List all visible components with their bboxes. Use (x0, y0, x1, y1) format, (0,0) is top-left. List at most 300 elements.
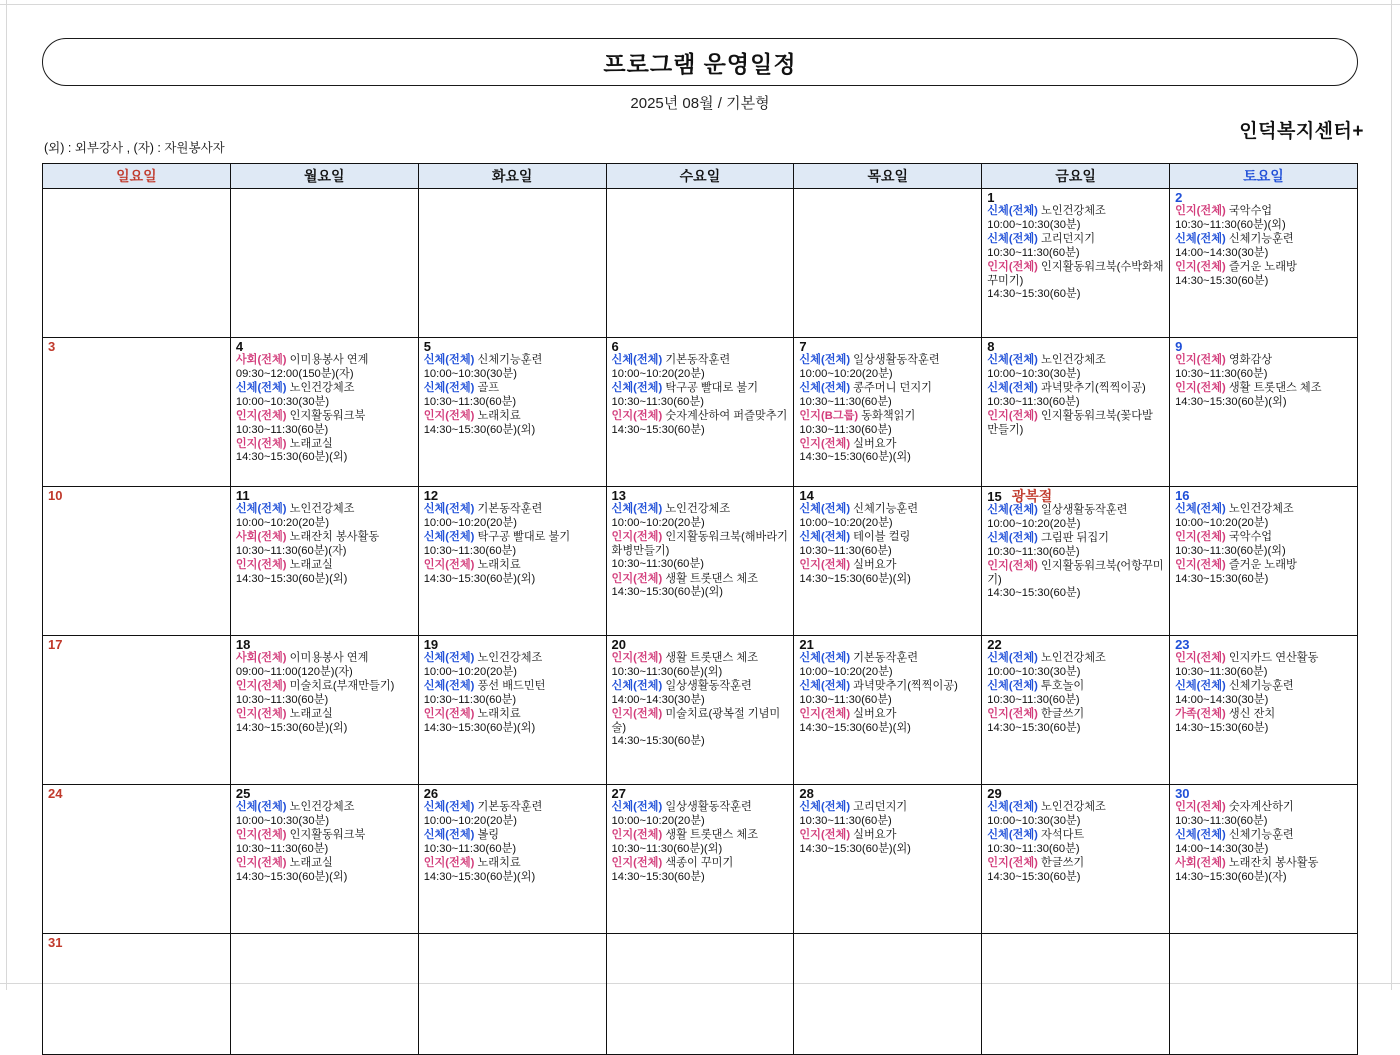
event-time: 10:00~10:20(20분) (423, 665, 517, 678)
event-title: 노인건강체조 (474, 652, 543, 665)
event-title: 과녁맞추기(찍찍이공) (1037, 382, 1146, 395)
schedule-event[interactable] (1175, 652, 1353, 679)
schedule-event[interactable] (799, 438, 977, 465)
event-time: 10:00~10:30(30분) (987, 814, 1081, 827)
event-title: 기본동작훈련 (662, 354, 731, 367)
event-category: 인지(전체) (235, 409, 287, 422)
event-title: 노인건강체조 (286, 503, 355, 516)
event-category: 인지(전체) (799, 437, 851, 450)
event-time: 10:30~11:30(60분) (611, 395, 704, 408)
schedule-event[interactable] (987, 504, 1165, 531)
calendar-day-cell[interactable] (230, 934, 418, 1055)
event-title: 이미용봉사 연계 (286, 354, 369, 367)
schedule-event[interactable] (612, 801, 790, 828)
event-category: 인지(전체) (235, 558, 287, 571)
calendar-day-cell[interactable] (43, 934, 231, 1055)
day-event-list (231, 354, 418, 467)
event-category: 인지(전체) (235, 856, 287, 869)
event-title: 노래교실 (286, 707, 333, 720)
schedule-event[interactable] (424, 382, 602, 409)
day-number: 31 (48, 935, 63, 950)
schedule-event[interactable] (987, 410, 1165, 437)
calendar-day-cell[interactable] (794, 487, 982, 636)
day-event-list (43, 191, 230, 193)
schedule-event[interactable] (612, 382, 790, 409)
day-number: 3 (48, 339, 56, 354)
schedule-event[interactable] (236, 829, 414, 856)
schedule-event[interactable] (799, 652, 977, 679)
event-time: 14:30~15:30(60분)(외) (799, 572, 911, 585)
schedule-event[interactable] (1175, 857, 1353, 884)
schedule-event[interactable] (1175, 708, 1353, 735)
day-number: 7 (799, 339, 807, 354)
day-event-list (43, 354, 230, 356)
calendar-day-cell[interactable] (43, 636, 231, 785)
event-time: 14:30~15:30(60분)(외) (423, 721, 536, 734)
event-title: 투호놀이 (1037, 680, 1085, 693)
event-title: 실버요가 (850, 707, 897, 720)
event-category: 사회(전체) (235, 354, 287, 367)
calendar-day-cell[interactable] (794, 785, 982, 934)
event-category: 인지(전체) (987, 260, 1038, 273)
schedule-event[interactable] (987, 708, 1165, 735)
schedule-event[interactable] (987, 532, 1165, 559)
event-category: 신체(전체) (235, 503, 287, 516)
event-time: 14:30~15:30(60분)(외) (235, 451, 348, 464)
schedule-event[interactable] (236, 354, 414, 381)
schedule-event[interactable] (987, 857, 1165, 884)
calendar-day-cell[interactable] (982, 785, 1170, 934)
day-number: 6 (611, 339, 619, 354)
day-number: 4 (235, 339, 244, 354)
event-title: 숫자계산하기 (1225, 801, 1294, 814)
calendar-day-cell[interactable] (794, 934, 982, 1055)
calendar-day-cell[interactable] (418, 338, 606, 487)
event-title: 생활 트롯댄스 체조 (662, 652, 759, 665)
event-time: 10:30~11:30(60분) (799, 814, 892, 827)
event-category: 인지(전체) (1175, 260, 1226, 273)
weekday-header: 화요일 (418, 164, 606, 189)
schedule-event[interactable] (236, 801, 414, 828)
calendar-day-cell[interactable] (982, 189, 1170, 338)
event-category: 신체(전체) (423, 503, 475, 516)
schedule-event[interactable] (236, 559, 414, 586)
calendar-day-cell[interactable] (606, 338, 794, 487)
event-category: 인지(전체) (423, 409, 475, 422)
event-time: 14:00~14:30(30분) (1175, 693, 1269, 706)
calendar-day-cell[interactable] (418, 785, 606, 934)
schedule-event[interactable] (424, 354, 602, 381)
calendar-day-cell[interactable] (1170, 785, 1358, 934)
calendar-day-cell[interactable] (230, 189, 418, 338)
event-category: 인지(전체) (611, 531, 663, 544)
day-number: 10 (48, 488, 63, 503)
schedule-event[interactable] (987, 652, 1165, 679)
event-title: 노래교실 (286, 437, 333, 450)
schedule-event[interactable] (236, 680, 414, 707)
day-number: 16 (1175, 488, 1190, 503)
event-time: 10:00~10:20(20분) (423, 516, 517, 529)
schedule-event[interactable] (1175, 382, 1353, 409)
event-title: 신체기능훈련 (474, 354, 543, 367)
event-time: 10:30~11:30(60분) (987, 246, 1080, 259)
event-title: 노인건강체조 (1037, 652, 1106, 665)
event-time: 10:30~11:30(60분) (423, 544, 517, 557)
day-event-list (1170, 503, 1357, 588)
schedule-event[interactable] (1175, 559, 1353, 586)
event-title: 신체기능훈련 (1225, 829, 1294, 842)
event-time: 10:30~11:30(60분) (423, 842, 517, 855)
event-time: 14:30~15:30(60분) (1175, 274, 1269, 287)
event-title: 기본동작훈련 (850, 652, 919, 665)
event-time: 10:30~11:30(60분) (235, 693, 329, 706)
event-title: 생활 트롯댄스 체조 (662, 572, 759, 585)
calendar-day-cell[interactable] (982, 338, 1170, 487)
schedule-event[interactable] (424, 680, 602, 707)
event-time: 14:00~14:30(30분) (611, 693, 705, 706)
event-category: 신체(전체) (235, 801, 287, 814)
calendar-day-cell[interactable] (418, 934, 606, 1055)
schedule-event[interactable] (612, 354, 790, 381)
event-title: 생활 트롯댄스 체조 (1225, 382, 1322, 395)
calendar-day-cell[interactable] (43, 785, 231, 934)
schedule-event[interactable] (612, 573, 790, 600)
schedule-event[interactable] (612, 652, 790, 679)
calendar-day-cell[interactable] (982, 636, 1170, 785)
event-title: 노래치료 (474, 558, 521, 571)
event-category: 신체(전체) (799, 382, 851, 395)
schedule-event[interactable] (1175, 680, 1353, 707)
event-time: 09:30~12:00(150분)(자) (235, 367, 354, 380)
event-title: 기본동작훈련 (474, 801, 543, 814)
event-category: 인지(전체) (235, 437, 287, 450)
schedule-event[interactable] (612, 680, 790, 707)
schedule-event[interactable] (612, 708, 790, 749)
schedule-event[interactable] (612, 531, 790, 572)
day-number: 28 (799, 786, 814, 801)
day-number: 8 (987, 339, 995, 354)
event-time: 10:30~11:30(60분) (235, 423, 329, 436)
event-category: 신체(전체) (987, 801, 1038, 814)
schedule-event[interactable] (987, 354, 1165, 381)
day-event-list (794, 936, 981, 938)
calendar-day-cell[interactable] (794, 189, 982, 338)
day-event-list (419, 191, 606, 193)
event-title: 볼링 (474, 829, 500, 842)
schedule-event[interactable] (987, 680, 1165, 707)
calendar-day-cell[interactable] (230, 785, 418, 934)
schedule-event[interactable] (424, 708, 602, 735)
day-event-list (1170, 354, 1357, 412)
schedule-event[interactable] (612, 829, 790, 856)
event-category: 신체(전체) (799, 531, 851, 544)
schedule-event[interactable] (799, 801, 977, 828)
schedule-event[interactable] (799, 531, 977, 558)
calendar-header-row (43, 164, 1358, 189)
schedule-event[interactable] (1175, 801, 1353, 828)
schedule-event[interactable] (612, 410, 790, 437)
event-category: 인지(전체) (1175, 801, 1226, 814)
calendar-day-cell[interactable] (230, 636, 418, 785)
day-number: 9 (1175, 339, 1183, 354)
calendar-day-cell[interactable] (982, 934, 1170, 1055)
schedule-event[interactable] (236, 652, 414, 679)
calendar-day-cell[interactable] (43, 189, 231, 338)
schedule-event[interactable] (799, 559, 977, 586)
event-title: 일상생활동작훈련 (662, 680, 752, 693)
schedule-event[interactable] (424, 652, 602, 679)
event-title: 노인건강체조 (1037, 801, 1106, 814)
day-event-list (794, 503, 981, 588)
event-time: 10:30~11:30(60분) (611, 558, 704, 571)
schedule-event[interactable] (236, 503, 414, 530)
day-number: 17 (48, 637, 63, 652)
schedule-event[interactable] (424, 801, 602, 828)
event-title: 일상생활동작훈련 (850, 354, 940, 367)
weekday-header: 금요일 (982, 164, 1170, 189)
day-event-list (1170, 205, 1357, 290)
schedule-event[interactable] (236, 410, 414, 437)
schedule-event[interactable] (612, 503, 790, 530)
schedule-event[interactable] (987, 801, 1165, 828)
event-time: 14:30~15:30(60분)(외) (1175, 395, 1287, 408)
event-category: 신체(전체) (987, 532, 1038, 545)
day-event-list (794, 652, 981, 737)
event-time: 14:30~15:30(60분)(외) (799, 451, 911, 464)
event-category: 신체(전체) (799, 801, 851, 814)
calendar-day-cell[interactable] (1170, 636, 1358, 785)
event-title: 동화책읽기 (858, 409, 916, 422)
event-title: 신체기능훈련 (1225, 233, 1294, 246)
event-title: 과녁맞추기(찍찍이공) (850, 680, 958, 693)
event-title: 노래치료 (474, 409, 521, 422)
event-title: 노래교실 (286, 856, 333, 869)
event-title: 한글쓰기 (1037, 707, 1085, 720)
calendar-day-cell[interactable] (230, 338, 418, 487)
day-number: 23 (1175, 637, 1190, 652)
schedule-event[interactable] (987, 560, 1165, 601)
schedule-event[interactable] (236, 708, 414, 735)
event-category: 사회(전체) (235, 531, 287, 544)
calendar-week-row (43, 785, 1358, 934)
schedule-event[interactable] (987, 261, 1165, 302)
schedule-event[interactable] (424, 531, 602, 558)
event-time: 10:30~11:30(60분) (799, 423, 892, 436)
schedule-event[interactable] (236, 857, 414, 884)
event-title: 일상생활동작훈련 (1037, 504, 1128, 517)
event-title: 노인건강체조 (286, 801, 355, 814)
event-category: 인지(전체) (1175, 205, 1226, 218)
event-category: 인지(전체) (987, 856, 1038, 869)
page-subtitle: 2025년 08월 / 기본형 (630, 95, 770, 112)
schedule-event[interactable] (799, 503, 977, 530)
event-title: 콩주머니 던지기 (850, 382, 932, 395)
calendar-day-cell[interactable] (606, 487, 794, 636)
event-time: 14:30~15:30(60분) (611, 735, 705, 748)
event-category: 신체(전체) (611, 354, 663, 367)
event-title: 기본동작훈련 (474, 503, 543, 516)
schedule-event[interactable] (799, 410, 977, 437)
event-category: 신체(전체) (423, 382, 475, 395)
event-title: 고리던지기 (850, 801, 908, 814)
calendar-day-cell[interactable] (230, 487, 418, 636)
event-title: 골프 (474, 382, 500, 395)
calendar-day-cell[interactable] (1170, 487, 1358, 636)
calendar-day-cell[interactable] (43, 338, 231, 487)
schedule-event[interactable] (424, 857, 602, 884)
event-time: 10:00~10:30(30분) (987, 665, 1081, 678)
day-event-list (982, 801, 1169, 886)
schedule-event[interactable] (236, 438, 414, 465)
day-number: 14 (799, 488, 814, 503)
schedule-event[interactable] (799, 382, 977, 409)
event-time: 10:00~10:20(20분) (1175, 516, 1269, 529)
schedule-event[interactable] (236, 382, 414, 409)
schedule-event[interactable] (987, 382, 1165, 409)
calendar-day-cell[interactable] (794, 636, 982, 785)
event-title: 색종이 꾸미기 (662, 856, 734, 869)
schedule-event[interactable] (987, 205, 1165, 232)
event-title: 노인건강체조 (662, 503, 731, 516)
calendar-day-cell[interactable] (418, 487, 606, 636)
event-time: 10:30~11:30(60분) (235, 842, 329, 855)
schedule-event[interactable] (1175, 261, 1353, 288)
event-time: 14:30~15:30(60분) (987, 587, 1081, 600)
schedule-event[interactable] (424, 559, 602, 586)
event-title: 미술치료(광복절 기념미술) (611, 707, 781, 734)
event-title: 국악수업 (1225, 531, 1273, 544)
event-title: 즐거운 노래방 (1225, 558, 1297, 571)
day-event-list (43, 950, 230, 952)
schedule-event[interactable] (236, 531, 414, 558)
calendar-day-cell[interactable] (1170, 189, 1358, 338)
event-category: 인지(전체) (799, 829, 851, 842)
event-category: 신체(전체) (1175, 503, 1226, 516)
event-title: 인지카드 연산활동 (1225, 652, 1319, 665)
calendar-day-cell[interactable] (606, 636, 794, 785)
event-time: 10:00~10:30(30분) (423, 367, 517, 380)
schedule-event[interactable] (987, 233, 1165, 260)
event-time: 10:30~11:30(60분)(자) (235, 544, 347, 557)
event-category: 신체(전체) (611, 382, 663, 395)
event-title: 생신 잔치 (1225, 707, 1276, 720)
event-category: 인지(전체) (235, 829, 287, 842)
day-event-list (982, 936, 1169, 938)
event-category: 신체(전체) (611, 503, 663, 516)
event-title: 신체기능훈련 (850, 503, 919, 516)
calendar-day-cell[interactable] (982, 487, 1170, 636)
calendar-day-cell[interactable] (418, 189, 606, 338)
calendar-week-row (43, 934, 1358, 1055)
calendar-day-cell[interactable] (606, 934, 794, 1055)
schedule-event[interactable] (612, 857, 790, 884)
schedule-event[interactable] (1175, 233, 1353, 260)
day-event-list (1170, 652, 1357, 737)
schedule-event[interactable] (1175, 503, 1353, 530)
day-number: 11 (235, 488, 250, 503)
schedule-event[interactable] (1175, 354, 1353, 381)
calendar-day-cell[interactable] (1170, 934, 1358, 1055)
schedule-event[interactable] (1175, 829, 1353, 856)
day-event-list (43, 503, 230, 505)
event-title: 노래치료 (474, 856, 521, 869)
event-category: 인지(전체) (1175, 558, 1226, 571)
event-time: 10:00~10:30(30분) (235, 395, 330, 408)
day-event-list (982, 504, 1169, 603)
event-category: 신체(전체) (611, 680, 663, 693)
page-title: 프로그램 운영일정 (603, 50, 797, 77)
schedule-event[interactable] (799, 680, 977, 707)
event-time: 14:30~15:30(60분) (611, 870, 705, 883)
event-category: 인지(전체) (987, 707, 1038, 720)
event-time: 10:30~11:30(60분) (423, 693, 517, 706)
weekday-header: 일요일 (43, 164, 231, 189)
calendar-day-cell[interactable] (606, 189, 794, 338)
day-event-list (607, 503, 794, 602)
event-category: 인지(전체) (987, 409, 1038, 422)
event-time: 14:30~15:30(60분) (1175, 721, 1269, 734)
schedule-event[interactable] (987, 829, 1165, 856)
day-number: 24 (48, 786, 63, 801)
day-number: 2 (1175, 190, 1183, 205)
event-category: 신체(전체) (423, 531, 475, 544)
day-event-list (231, 801, 418, 886)
calendar-week-row (43, 487, 1358, 636)
schedule-event[interactable] (799, 354, 977, 381)
event-title: 노인건강체조 (286, 382, 355, 395)
event-time: 10:30~11:30(60분)(외) (1175, 218, 1286, 231)
day-event-list (231, 652, 418, 737)
event-category: 인지(전체) (235, 680, 287, 693)
event-category: 신체(전체) (611, 801, 663, 814)
event-time: 14:30~15:30(60분)(외) (235, 870, 348, 883)
schedule-event[interactable] (799, 829, 977, 856)
event-title: 인지활동워크북(수박화채 꾸미기) (987, 260, 1164, 287)
event-category: 신체(전체) (987, 829, 1038, 842)
calendar-day-cell[interactable] (1170, 338, 1358, 487)
event-category: 신체(전체) (1175, 829, 1226, 842)
schedule-event[interactable] (424, 410, 602, 437)
schedule-event[interactable] (1175, 531, 1353, 558)
schedule-event[interactable] (799, 708, 977, 735)
event-time: 10:30~11:30(60분) (987, 842, 1080, 855)
event-category: 신체(전체) (987, 233, 1038, 246)
schedule-event[interactable] (424, 503, 602, 530)
calendar-day-cell[interactable] (418, 636, 606, 785)
schedule-event[interactable] (1175, 205, 1353, 232)
event-time: 10:00~10:20(20분) (235, 516, 330, 529)
event-category: 신체(전체) (987, 354, 1038, 367)
calendar-day-cell[interactable] (43, 487, 231, 636)
calendar-week-row (43, 338, 1358, 487)
event-category: 인지(전체) (611, 829, 663, 842)
event-category: 인지(전체) (423, 707, 475, 720)
day-event-list (231, 503, 418, 588)
event-category: 신체(전체) (1175, 680, 1226, 693)
event-time: 14:30~15:30(60분)(외) (423, 870, 536, 883)
schedule-event[interactable] (424, 829, 602, 856)
event-category: 인지(전체) (423, 558, 475, 571)
event-category: 신체(전체) (987, 205, 1038, 218)
calendar-day-cell[interactable] (606, 785, 794, 934)
day-event-list (794, 801, 981, 859)
event-title: 풍선 배드민턴 (474, 680, 546, 693)
event-time: 10:00~10:20(20분) (987, 518, 1081, 531)
event-category: 신체(전체) (987, 504, 1038, 517)
calendar-day-cell[interactable] (794, 338, 982, 487)
event-category: 인지(전체) (611, 409, 663, 422)
event-title: 노래치료 (474, 707, 521, 720)
